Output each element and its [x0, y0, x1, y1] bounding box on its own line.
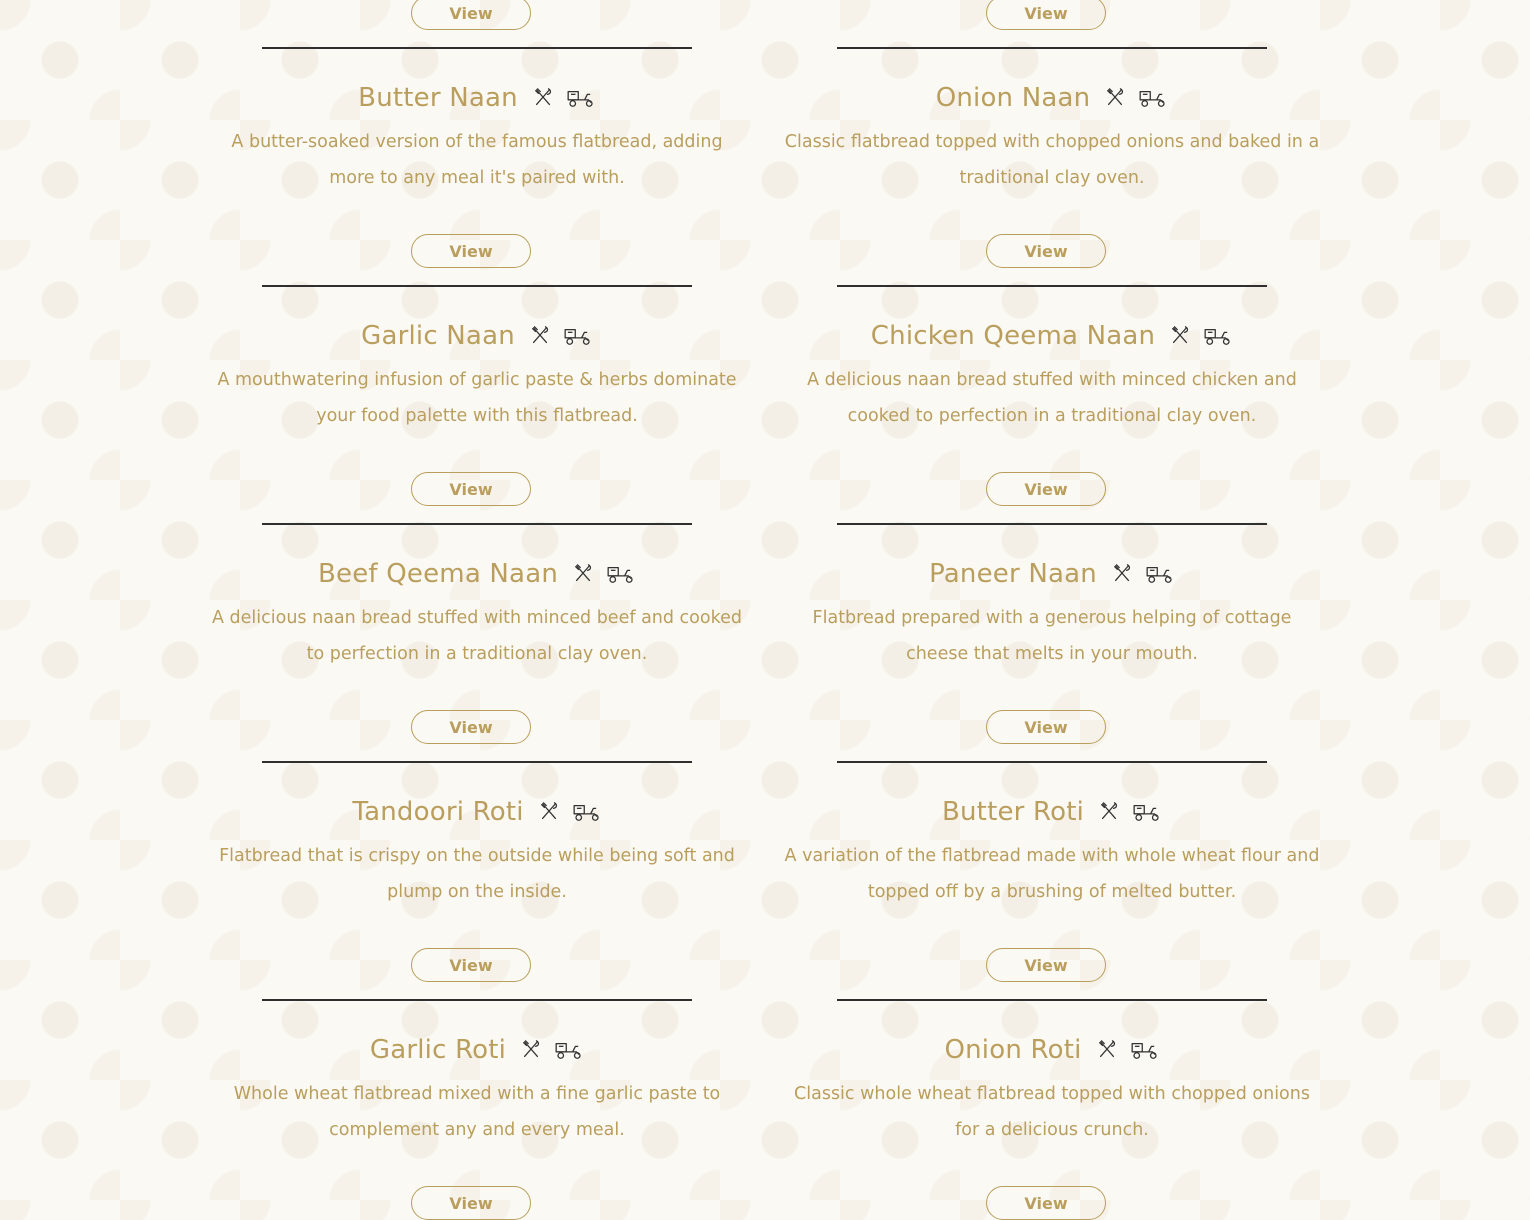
menu-item-description: A butter-soaked version of the famous flatbread, adding more to any meal it's paired with.	[231, 132, 723, 188]
menu-item-description: Classic whole wheat flatbread topped with chopped onions for a delicious crunch.	[794, 1084, 1310, 1140]
menu-item-description: A mouthwatering infusion of garlic paste & herbs dominate your food palette with this flatbread.	[217, 370, 737, 426]
delivery-scooter-icon	[1145, 563, 1175, 585]
menu-card	[772, 738, 1332, 976]
menu-row	[0, 976, 1530, 1214]
menu-item-description: Classic flatbread topped with chopped onions and baked in a traditional clay oven.	[784, 132, 1320, 188]
menu-card	[772, 0, 1332, 24]
menu-card-header	[772, 1030, 1332, 1070]
menu-item-title: Garlic Roti	[369, 1035, 507, 1065]
delivery-scooter-icon	[606, 563, 636, 585]
menu-row	[0, 0, 1530, 24]
view-button[interactable]: View	[986, 1186, 1106, 1220]
menu-item-title: Onion Roti	[944, 1035, 1082, 1065]
view-button[interactable]: View	[411, 0, 531, 30]
menu-card-header	[197, 792, 757, 832]
delivery-scooter-icon	[566, 87, 596, 109]
menu-card	[772, 976, 1332, 1214]
view-button[interactable]: View	[986, 0, 1106, 30]
menu-item-title: Tandoori Roti	[352, 797, 524, 827]
view-button[interactable]: View	[986, 948, 1106, 982]
menu-card-header	[772, 316, 1332, 356]
menu-card	[197, 976, 757, 1214]
menu-card-header	[197, 316, 757, 356]
delivery-scooter-icon	[572, 801, 602, 823]
dine-in-icon	[1104, 87, 1126, 109]
menu-item-description: A variation of the flatbread made with whole wheat flour and topped off by a brushing of melted butter.	[784, 846, 1320, 902]
menu-card	[197, 500, 757, 738]
menu-card	[772, 262, 1332, 500]
menu-card	[197, 738, 757, 976]
dine-in-icon	[529, 325, 551, 347]
view-button[interactable]: View	[411, 1186, 531, 1220]
menu-item-title: Paneer Naan	[929, 559, 1097, 589]
menu-card	[197, 0, 757, 24]
view-button[interactable]: View	[411, 234, 531, 268]
dine-in-icon	[1169, 325, 1191, 347]
dine-in-icon	[1111, 563, 1133, 585]
dine-in-icon	[532, 87, 554, 109]
menu-card-header	[772, 554, 1332, 594]
menu-item-description: A delicious naan bread stuffed with minced chicken and cooked to perfection in a traditional clay oven.	[807, 370, 1297, 426]
dine-in-icon	[572, 563, 594, 585]
menu-row	[0, 262, 1530, 500]
menu-card-header	[197, 554, 757, 594]
dine-in-icon	[538, 801, 560, 823]
dine-in-icon	[520, 1039, 542, 1061]
menu-row	[0, 738, 1530, 976]
menu-item-title: Onion Naan	[935, 83, 1091, 113]
menu-card-header	[197, 78, 757, 118]
dine-in-icon	[1098, 801, 1120, 823]
view-button[interactable]: View	[411, 948, 531, 982]
menu-row	[0, 500, 1530, 738]
menu-card	[772, 500, 1332, 738]
view-button[interactable]: View	[411, 710, 531, 744]
menu-item-description: Flatbread that is crispy on the outside while being soft and plump on the inside.	[219, 846, 735, 902]
delivery-scooter-icon	[1203, 325, 1233, 347]
menu-card	[197, 262, 757, 500]
delivery-scooter-icon	[1130, 1039, 1160, 1061]
menu-card	[197, 24, 757, 262]
menu-card-header	[772, 78, 1332, 118]
menu-item-title: Chicken Qeema Naan	[870, 321, 1156, 351]
menu-item-description: Whole wheat flatbread mixed with a fine garlic paste to complement any and every meal.	[233, 1084, 721, 1140]
menu-row	[0, 24, 1530, 262]
menu-item-title: Butter Naan	[358, 83, 518, 113]
view-button[interactable]: View	[986, 710, 1106, 744]
delivery-scooter-icon	[554, 1039, 584, 1061]
dine-in-icon	[1096, 1039, 1118, 1061]
view-button[interactable]: View	[986, 472, 1106, 506]
view-button[interactable]: View	[411, 472, 531, 506]
delivery-scooter-icon	[1138, 87, 1168, 109]
view-button[interactable]: View	[986, 234, 1106, 268]
menu-item-description: A delicious naan bread stuffed with minced beef and cooked to perfection in a traditional clay oven.	[212, 608, 742, 664]
menu-card-header	[197, 1030, 757, 1070]
menu-item-title: Butter Roti	[941, 797, 1085, 827]
delivery-scooter-icon	[563, 325, 593, 347]
menu-card-header	[772, 792, 1332, 832]
menu-item-title: Beef Qeema Naan	[317, 559, 559, 589]
delivery-scooter-icon	[1132, 801, 1162, 823]
menu-item-title: Garlic Naan	[361, 321, 515, 351]
menu-card	[772, 24, 1332, 262]
menu-item-description: Flatbread prepared with a generous helping of cottage cheese that melts in your mouth.	[812, 608, 1292, 664]
